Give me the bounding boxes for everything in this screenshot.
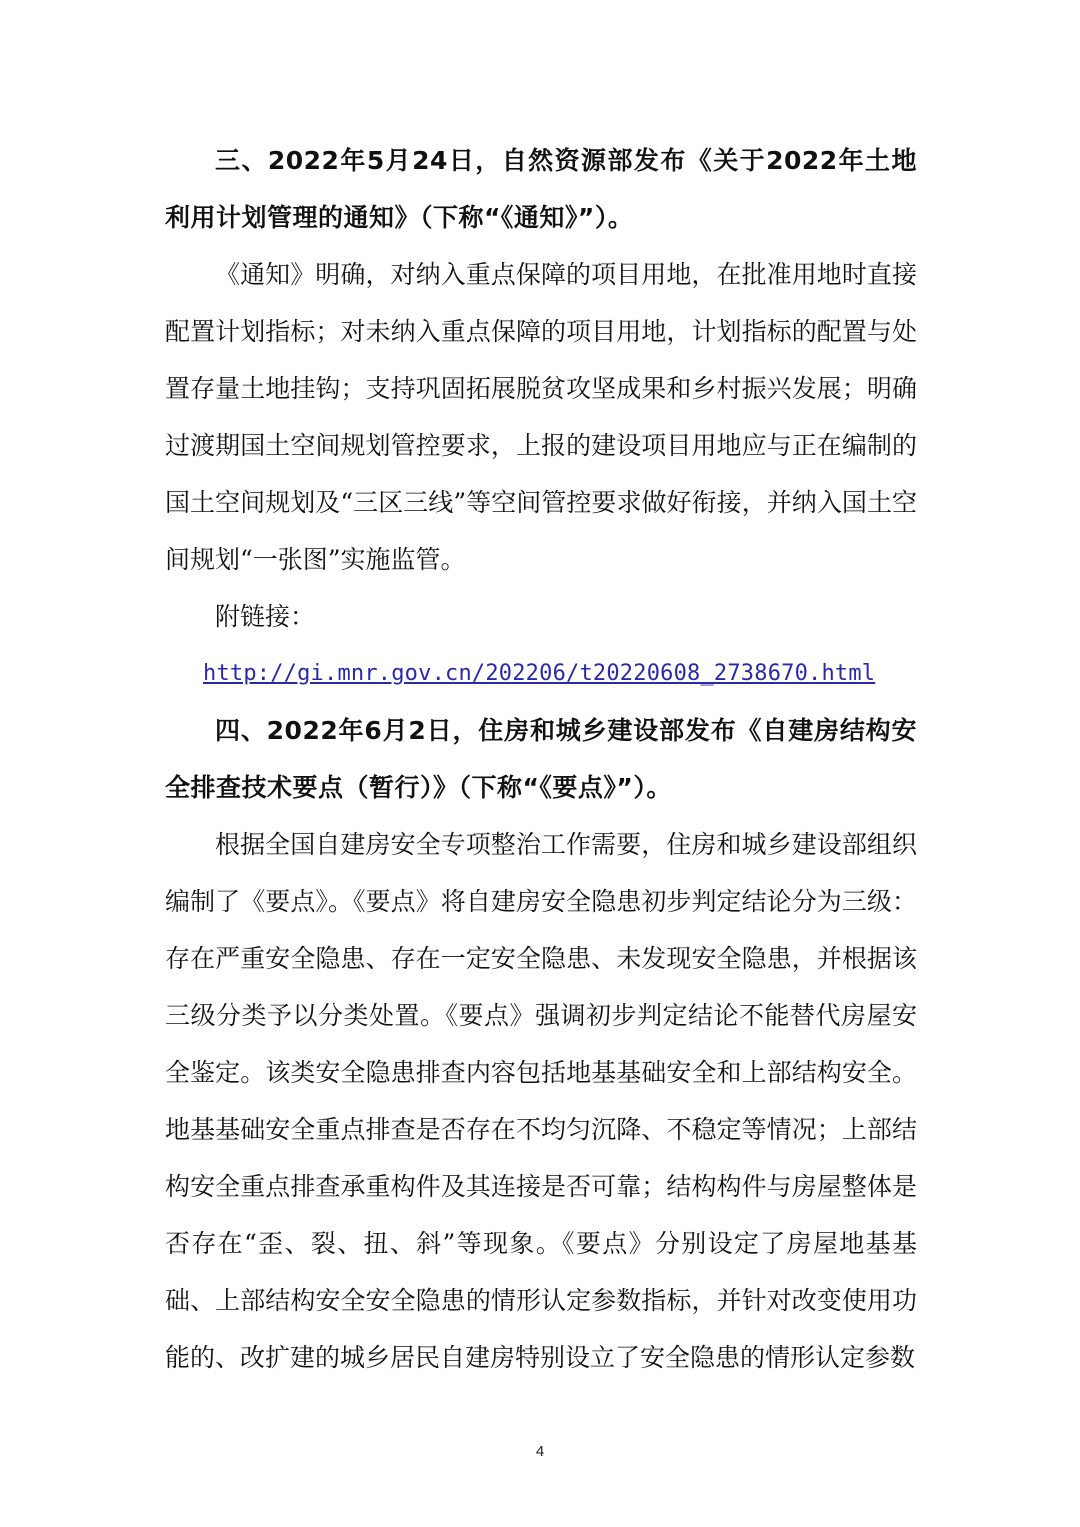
attachment-link[interactable]: http://gi.mnr.gov.cn/202206/t20220608_2738670.html xyxy=(203,661,876,686)
attachment-link-line xyxy=(165,645,917,702)
document-body xyxy=(165,132,917,1386)
attachment-label: 附链接： xyxy=(215,602,316,631)
section-4-paragraph: 根据全国自建房安全专项整治工作需要，住房和城乡建设部组织编制了《要点》。《要点》将自建房安全隐患初步判定结论分为三级：存在严重安全隐患、存在一定安全隐患、未发现安全隐患，并根据该三级分类予以分类处置。《要点》强调初步判定结论不能替代房屋安全鉴定。该类安全隐患排查内容包括地基基础安全和上部结构安全。地基基础安全重点排查是否存在不均匀沉降、不稳定等情况；上部结构安全重点排查承重构件及其连接是否可靠；结构构件与房屋整体是否存在“歪、裂、扭、斜”等现象。《要点》分别设定了房屋地基基础、上部结构安全安全隐患的情形认定参数指标，并针对改变使用功能的、改扩建的城乡居民自建房特别设立了安全隐患的情形认定参数 xyxy=(165,830,917,1372)
section-3-heading: 三、2022年5月24日，自然资源部发布《关于2022年土地利用计划管理的通知》（下称“《通知》”）。 xyxy=(165,146,917,232)
section-4-heading: 四、2022年6月2日，住房和城乡建设部发布《自建房结构安全排查技术要点（暂行）》（下称“《要点》”）。 xyxy=(165,716,917,802)
section-3-paragraph: 《通知》明确，对纳入重点保障的项目用地，在批准用地时直接配置计划指标；对未纳入重点保障的项目用地，计划指标的配置与处置存量土地挂钩；支持巩固拓展脱贫攻坚成果和乡村振兴发展；明确过渡期国土空间规划管控要求，上报的建设项目用地应与正在编制的国土空间规划及“三区三线”等空间管控要求做好衔接，并纳入国土空间规划“一张图”实施监管。 xyxy=(165,260,917,574)
page-number: 4 xyxy=(535,1443,545,1460)
